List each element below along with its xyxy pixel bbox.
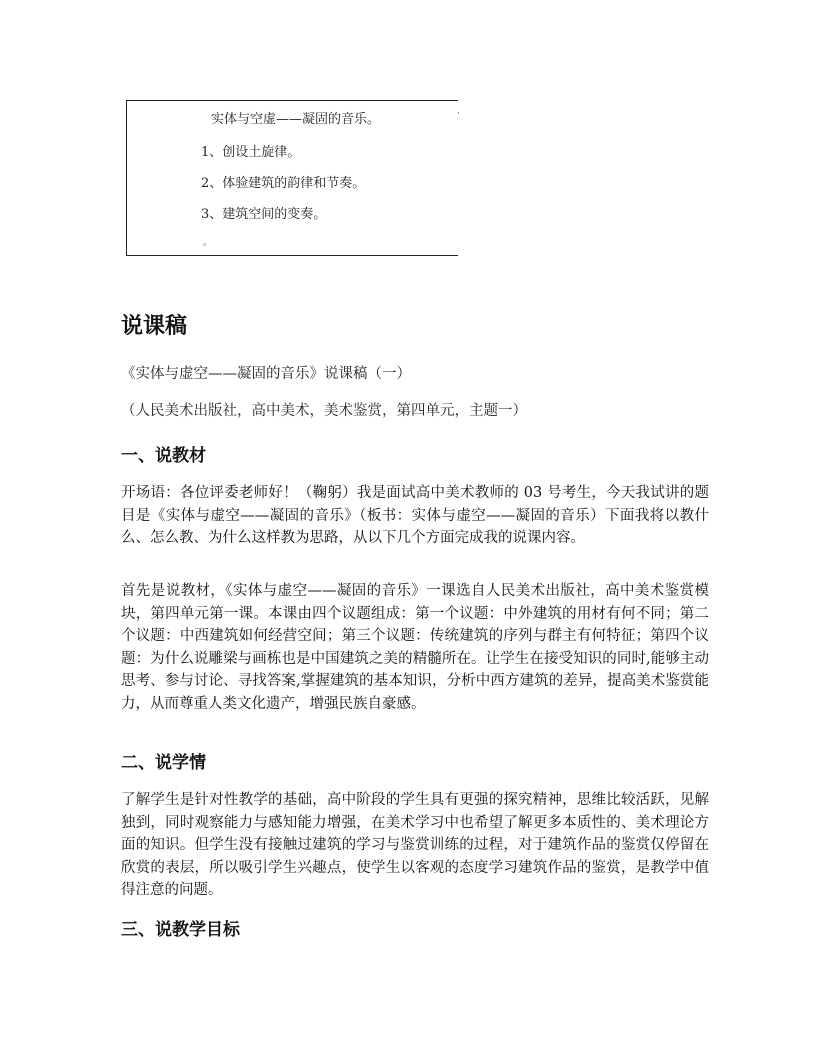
subtitle-lesson: 《实体与虚空——凝固的音乐》说课稿（一） <box>121 366 411 382</box>
board-item-1: 1、创设土旋律。 <box>201 145 301 160</box>
board-title: 实体与空虚——凝固的音乐。 <box>211 112 381 127</box>
board-mark-bottom: 。 <box>203 238 213 248</box>
paragraph-students: 了解学生是针对性教学的基础，高中阶段的学生具有更强的探究精神，思维比较活跃，见解独到，同时观察能力与感知能力增强，在美术学习中也希望了解更多本质性的、美术理论方面的知识。但学生没有接触过建筑的学习与鉴赏训练的过程，对于建筑作品的鉴赏仅停留在欣赏的表层，所以吸引学生兴趣点，使学生以客观的态度学习建筑作品的鉴赏，是教学中值得注意的问题。 <box>121 792 709 898</box>
board-item-3: 3、建筑空间的变奏。 <box>201 207 327 222</box>
section-heading-students: 二、说学情 <box>121 753 206 773</box>
board-mark-corner: · <box>457 109 460 119</box>
paragraph-opening: 开场语：各位评委老师好！（鞠躬）我是面试高中美术教师的 03 号考生，今天我试讲的题目是《实体与虚空——凝固的音乐》（板书：实体与虚空——凝固的音乐）下面我将以教什么、怎么教、为什么这样教为思路，从以下几个方面完成我的说课内容。 <box>121 485 709 546</box>
subtitle-source: （人民美术出版社，高中美术，美术鉴赏，第四单元，主题一） <box>121 403 527 419</box>
paragraph-textbook: 首先是说教材，《实体与虚空——凝固的音乐》一课选自人民美术出版社，高中美术鉴赏模块，第四单元第一课。本课由四个议题组成：第一个议题：中外建筑的用材有何不同；第二个议题：中西建筑如何经营空间；第三个议题：传统建筑的序列与群主有何特征；第四个议题：为什么说雕梁与画栋也是中国建筑之美的精髓所在。让学生在接受知识的同时,能够主动思考、参与讨论、寻找答案,掌握建筑的基本知识，分析中西方建筑的差异，提高美术鉴赏能力，从而尊重人类文化遗产，增强民族自豪感。 <box>121 583 709 712</box>
section-heading-objectives: 三、说教学目标 <box>121 920 240 940</box>
board-item-2: 2、体验建筑的韵律和节奏。 <box>201 176 366 191</box>
page-title: 说课稿 <box>121 314 188 339</box>
section-heading-textbook: 一、说教材 <box>121 446 206 466</box>
blackboard-outline-box <box>126 100 458 256</box>
